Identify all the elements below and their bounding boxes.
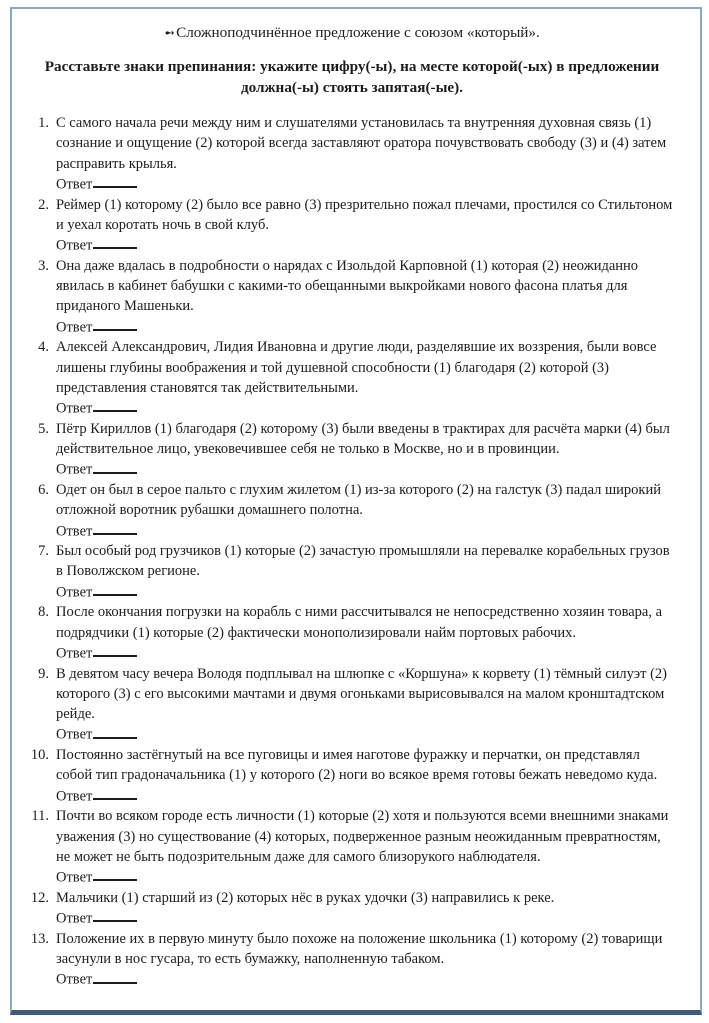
exercise-item: [28, 929, 676, 990]
exercise-list: [28, 113, 676, 990]
item-sentence: С самого начала речи между ним и слушателями установилась та внутренняя духовная связь (1) сознание и ощущение (2) которой всегда заставляют оратора почувствовать свободу (3) и (4) затем расправить крылья.: [56, 115, 667, 172]
item-sentence: Реймер (1) которому (2) было все равно (3) презрительно пожал плечами, простился со Стильтоном и уехал коротать ночь в свой клуб.: [56, 196, 673, 233]
item-body: [56, 256, 676, 338]
page-title-text: Сложноподчинённое предложение с союзом «который».: [176, 24, 540, 41]
item-sentence: Был особый род грузчиков (1) которые (2) зачастую промышляли на перевалке корабельных грузов в Поволжском регионе.: [56, 543, 670, 580]
answer-label: Ответ: [56, 522, 93, 539]
item-number: 2.: [38, 196, 49, 213]
exercise-item: [28, 113, 676, 195]
exercise-item: [28, 745, 676, 806]
answer-row: [56, 398, 676, 419]
item-number: 1.: [38, 115, 49, 131]
answer-row: [56, 459, 676, 480]
item-sentence: Мальчики (1) старший из (2) которых нёс в руках удочки (3) направились к реке.: [56, 889, 555, 906]
answer-row: [56, 235, 676, 256]
item-sentence: После окончания погрузки на корабль с ними рассчитывался не непосредственно хозяин товара, а подрядчики (1) которые (2) фактически монополизировали найм портовых рабочих.: [56, 604, 663, 641]
answer-blank: [93, 521, 137, 535]
answer-blank: [93, 459, 137, 473]
task-instruction-line-2: должна(-ы) стоять запятая(-ые).: [240, 79, 464, 96]
answer-label: Ответ: [56, 645, 93, 662]
answer-label: Ответ: [56, 869, 93, 886]
item-sentence: Постоянно застёгнутый на все пуговицы и имея наготове фуражку и перчатки, он представлял собой тип градоначальника (1) у которого (2) ноги во всякое время готовы бежать неведомо куда.: [56, 747, 658, 784]
item-number: 13.: [30, 930, 49, 947]
answer-blank: [93, 398, 137, 412]
item-number: 12.: [30, 889, 49, 906]
item-body: [56, 806, 676, 888]
answer-label: Ответ: [56, 176, 93, 193]
answer-row: [56, 643, 676, 664]
answer-label: Ответ: [56, 400, 93, 417]
answer-row: [56, 174, 676, 195]
item-sentence: В девятом часу вечера Володя подплывал на шлюпке с «Коршуна» к корвету (1) тёмный силуэт (2) которого (3) с его высокими мачтами и двумя огоньками вырисовывался на малом кронштадтском рейде.: [56, 665, 667, 723]
answer-row: [56, 582, 676, 603]
answer-row: [56, 908, 676, 929]
answer-row: [56, 521, 676, 542]
item-sentence: Пётр Кириллов (1) благодаря (2) которому (3) были введены в трактирах для расчёта марки (4) был действительное лицо, увековечившее себя не только в Москве, но и в провинции.: [56, 420, 670, 457]
page-border-frame: [10, 7, 702, 1015]
exercise-item: [28, 419, 676, 480]
task-instruction-line-1: Расставьте знаки препинания: укажите цифру(-ы), на месте которой(-ых) в предложении: [44, 58, 660, 75]
exercise-item: [28, 602, 676, 663]
answer-blank: [93, 969, 137, 983]
answer-row: [56, 867, 676, 888]
answer-label: Ответ: [56, 726, 93, 743]
answer-blank: [93, 174, 137, 188]
answer-label: Ответ: [56, 461, 93, 478]
answer-row: [56, 786, 676, 807]
item-body: [56, 929, 676, 990]
answer-blank: [93, 908, 137, 922]
item-number: 8.: [38, 604, 49, 621]
answer-blank: [93, 786, 137, 800]
answer-row: [56, 317, 676, 338]
exercise-item: [28, 337, 676, 419]
arrow-bullet-icon: ➻: [164, 26, 176, 41]
answer-blank: [93, 235, 137, 249]
answer-label: Ответ: [56, 971, 93, 988]
item-number: 10.: [30, 747, 49, 764]
answer-label: Ответ: [56, 318, 93, 335]
exercise-item: [28, 664, 676, 746]
item-body: [56, 888, 676, 929]
item-number: 4.: [38, 339, 49, 356]
task-instruction: [28, 56, 676, 98]
item-body: [56, 113, 676, 195]
item-number: 3.: [38, 257, 49, 274]
item-body: [56, 480, 676, 541]
exercise-item: [28, 541, 676, 602]
item-body: [56, 541, 676, 602]
item-body: [56, 419, 676, 480]
exercise-item: [28, 480, 676, 541]
answer-label: Ответ: [56, 787, 93, 804]
answer-label: Ответ: [56, 237, 93, 254]
answer-blank: [93, 317, 137, 331]
item-number: 7.: [38, 543, 49, 560]
item-sentence: Почти во всяком городе есть личности (1) которые (2) хотя и пользуются всеми внешними знаками уважения (3) но существование (4) которых, подверженное разным неожиданным превратностям, не может не быть подозрительным даже для самого близорукого наблюдателя.: [56, 808, 669, 865]
answer-row: [56, 969, 676, 990]
item-sentence: Положение их в первую минуту было похоже на положение школьника (1) которому (2) товарищи засунули в нос гусара, то есть бумажку, наполненную табаком.: [56, 930, 663, 967]
answer-label: Ответ: [56, 910, 93, 927]
exercise-item: [28, 888, 676, 929]
exercise-item: [28, 256, 676, 338]
item-number: 11.: [31, 808, 49, 825]
exercise-item: [28, 195, 676, 256]
answer-blank: [93, 643, 137, 657]
item-body: [56, 602, 676, 663]
item-body: [56, 195, 676, 256]
item-number: 6.: [38, 481, 49, 498]
page-title: [28, 23, 676, 44]
page-content: [12, 9, 700, 990]
item-number: 9.: [38, 665, 49, 682]
answer-blank: [93, 582, 137, 596]
item-body: [56, 664, 676, 746]
answer-row: [56, 724, 676, 745]
item-sentence: Одет он был в серое пальто с глухим жилетом (1) из-за которого (2) на галстук (3) падал широкий отложной воротник рубашки домашнего полотна.: [56, 481, 661, 519]
answer-blank: [93, 867, 137, 881]
item-sentence: Она даже вдалась в подробности о нарядах с Изольдой Карповной (1) которая (2) неожиданно явилась в кабинет бабушки с какими-то обещанными выкройками нового фасона платья для приданого Машеньки.: [56, 257, 639, 315]
item-sentence: Алексей Александрович, Лидия Ивановна и другие люди, разделявшие их воззрения, были вовсе лишены глубины воображения и той душевной способности (1) благодаря (2) которой (3) представления становятся так действительными.: [56, 339, 657, 396]
exercise-item: [28, 806, 676, 888]
item-body: [56, 337, 676, 419]
item-number: 5.: [38, 420, 49, 437]
answer-blank: [93, 724, 137, 738]
answer-label: Ответ: [56, 584, 93, 601]
item-body: [56, 745, 676, 806]
